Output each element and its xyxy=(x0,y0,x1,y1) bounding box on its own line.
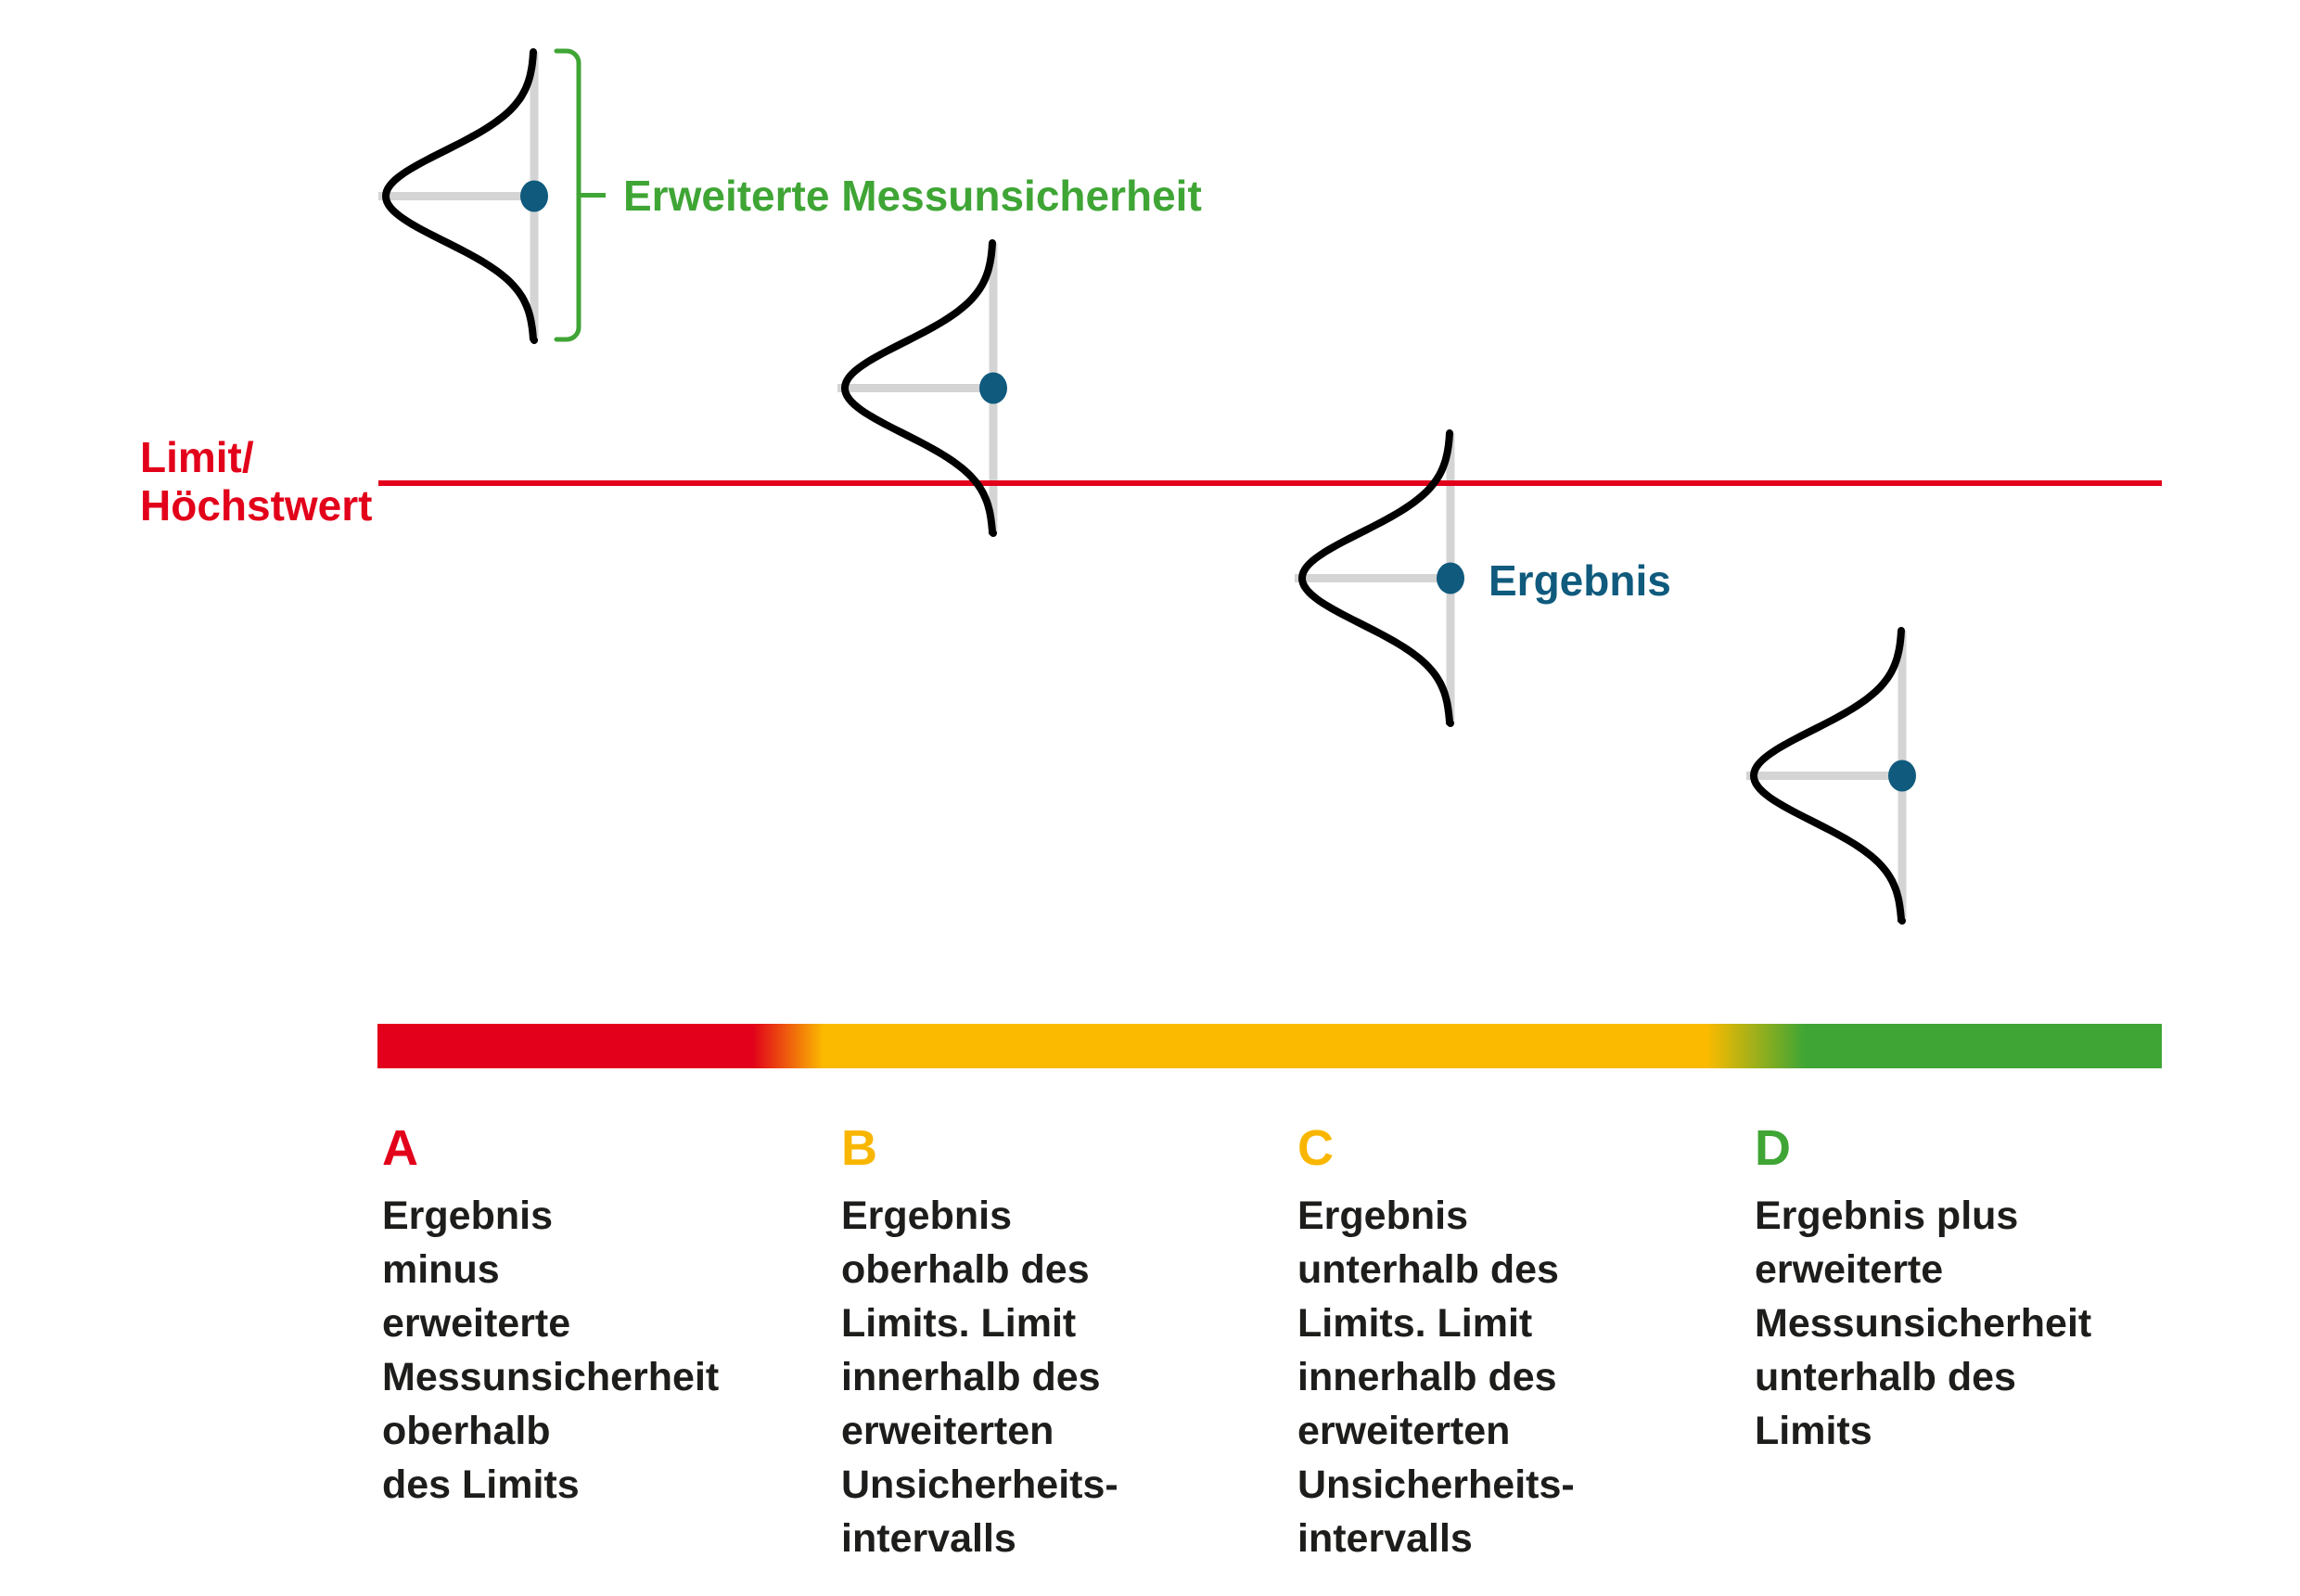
legend-text-line: Limits xyxy=(1755,1409,1872,1453)
legend-text-line: Ergebnis plus xyxy=(1755,1194,2019,1238)
legend-text-line: Ergebnis xyxy=(382,1194,553,1238)
result-label: Ergebnis xyxy=(1489,556,1671,605)
legend-text-line: erweiterte xyxy=(1755,1247,1944,1292)
legend-text-line: Unsicherheits- xyxy=(1297,1462,1575,1507)
legend-text-line: des Limits xyxy=(382,1462,580,1507)
legend-letter-A: A xyxy=(382,1120,418,1176)
legend-text-line: Ergebnis xyxy=(1297,1194,1468,1238)
legend-text-line: Unsicherheits- xyxy=(841,1462,1118,1507)
legend-text-line: unterhalb des xyxy=(1755,1355,2016,1399)
legend-text-line: erweiterte xyxy=(382,1301,571,1346)
legend-text-line: Limits. Limit xyxy=(841,1301,1077,1346)
legend-text-line: erweiterten xyxy=(1297,1409,1511,1453)
legend-text-line: Ergebnis xyxy=(841,1194,1012,1238)
legend-letter-B: B xyxy=(841,1120,877,1176)
legend-text-line: intervalls xyxy=(841,1516,1016,1561)
legend-text-line: oberhalb des xyxy=(841,1247,1090,1292)
legend-text-line: erweiterten xyxy=(841,1409,1054,1453)
legend-text-line: unterhalb des xyxy=(1297,1247,1559,1292)
legend-text-line: innerhalb des xyxy=(1297,1355,1557,1399)
legend-letter-D: D xyxy=(1755,1120,1791,1176)
legend-text-line: Messunsicherheit xyxy=(382,1355,720,1399)
legend-column-C xyxy=(1297,1122,1733,1565)
legend-column-B xyxy=(841,1122,1277,1565)
limit-label-line2: Höchstwert xyxy=(140,481,373,530)
legend-text-line: Limits. Limit xyxy=(1297,1301,1533,1346)
limit-label-line1: Limit/ xyxy=(140,433,254,481)
uncertainty-label: Erweiterte Messunsicherheit xyxy=(623,172,1202,220)
legend-text-line: innerhalb des xyxy=(841,1355,1101,1399)
legend-column-A xyxy=(382,1122,818,1512)
legend-column-D xyxy=(1755,1122,2191,1458)
legend-letter-C: C xyxy=(1297,1120,1334,1176)
legend-text-line: oberhalb xyxy=(382,1409,551,1453)
legend-text-line: Messunsicherheit xyxy=(1755,1301,2092,1346)
legend-text-line: intervalls xyxy=(1297,1516,1473,1561)
legend-text-line: minus xyxy=(382,1247,500,1292)
